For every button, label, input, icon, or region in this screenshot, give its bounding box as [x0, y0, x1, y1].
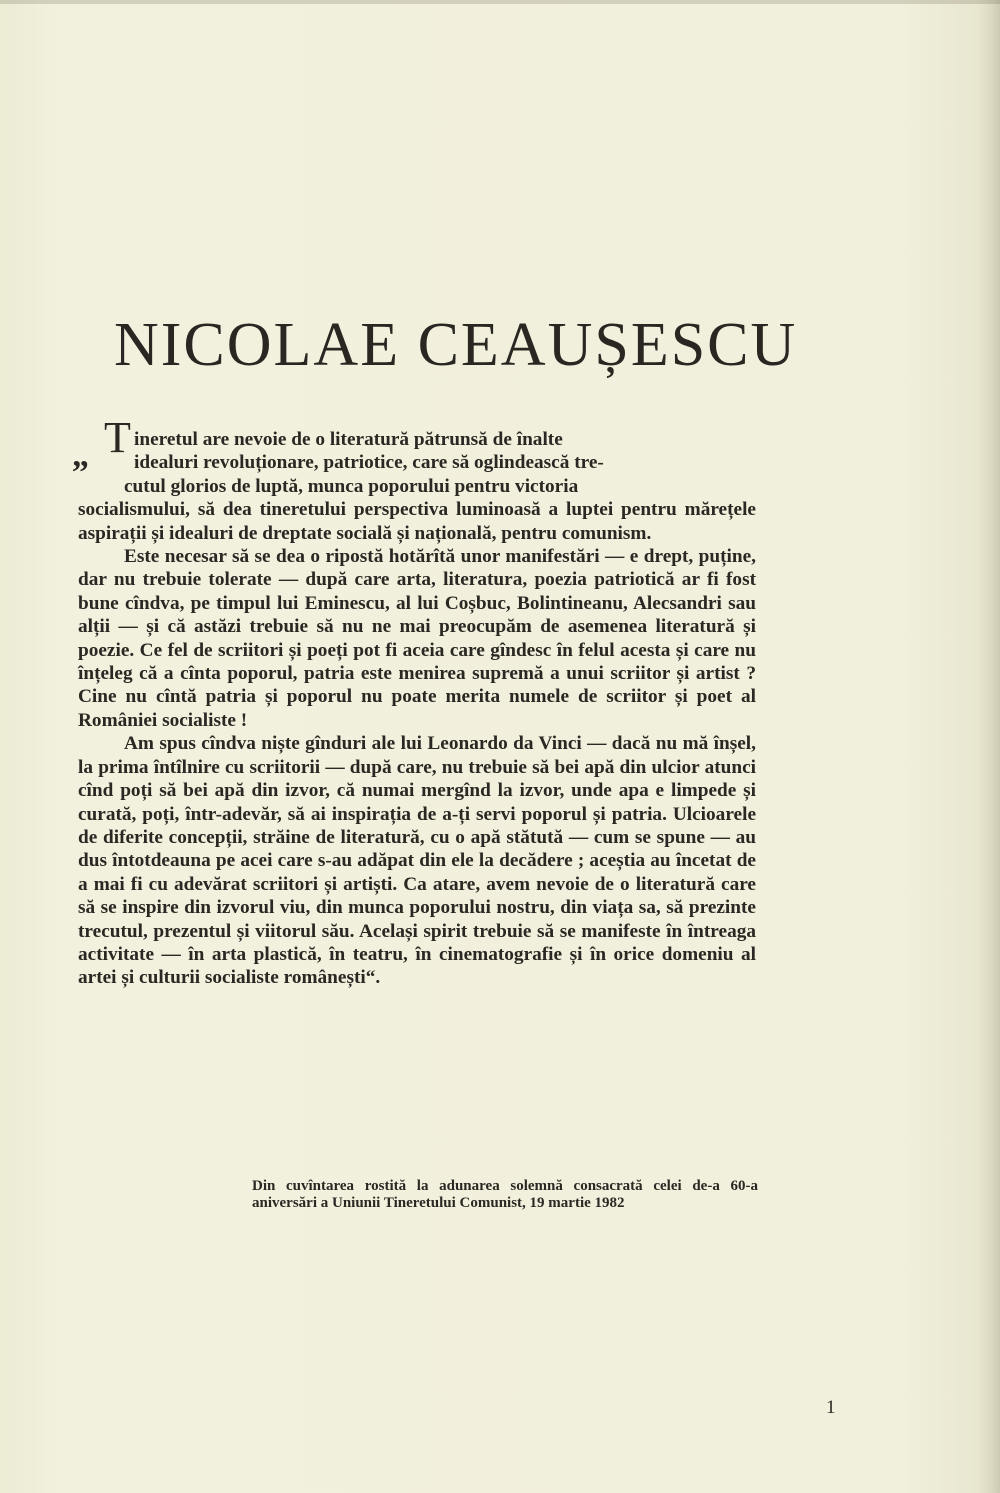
source-citation: Din cuvîntarea rostită la adunarea solemnă consacrată celei de-a 60-a aniversări a Uniunii Tineretului Comunist, 19 martie 1982	[252, 1178, 758, 1211]
paragraph-1	[78, 428, 756, 545]
opening-quote-mark: „	[72, 437, 89, 474]
paragraph-1-rest: socialismului, să dea tineretului perspectiva luminoasă a luptei pentru mărețele aspirații și idealuri de dreptate socială și națională, pentru comunism.	[78, 499, 756, 544]
page-top-edge	[0, 0, 1000, 4]
page-number: 1	[826, 1397, 836, 1418]
author-title: NICOLAE CEAUȘESCU	[114, 311, 798, 379]
paragraph-1-line-3: cutul glorios de luptă, munca poporului pentru victoria	[124, 475, 579, 497]
drop-cap-letter: T	[104, 413, 131, 462]
quote-body	[78, 428, 756, 990]
page-right-edge-shadow	[978, 0, 1000, 1493]
paragraph-2: Este necesar să se dea o ripostă hotărîtă unor manifestări — e drept, puține, dar nu trebuie tolerate — după care arta, literatura, poezia patriotică ar fi fost bune cîndva, pe timpul lui Eminescu, al lui Coșbuc, Bolintineanu, Alecsandri sau alții — și că astăzi trebuie să nu ne mai preocupăm de asemenea literatură și poezie. Ce fel de scriitori și poeți pot fi aceia care gîndesc în felul acesta și care nu înțeleg că a cînta poporul, patria este menirea supremă a unui scriitor și artist ? Cine nu cîntă patria și poporul nu poate merita numele de scriitor și poet al României socialiste !	[78, 546, 756, 731]
paragraph-1-line-1: ineretul are nevoie de o literatură pătrunsă de înalte	[134, 429, 563, 450]
paragraph-1-line-2: idealuri revoluționare, patriotice, care să oglindească tre-	[134, 452, 604, 474]
paragraph-3: Am spus cîndva niște gînduri ale lui Leonardo da Vinci — dacă nu mă înșel, la prima întîlnire cu scriitorii — după care, nu trebuie să bei apă din ulcior atunci cînd poți să bei apă din izvor, că numai mergînd la izvor, unde apa e limpede și curată, poți, într-adevăr, să ai inspirația de a-ți servi poporul și patria. Ulcioarele de diferite concepții, străine de literatură, cu o apă stătută — cum se spune — au dus întotdeauna pe acei care s-au adăpat din ele la decădere ; aceștia au încetat de a mai fi cu adevărat scriitori și artiști. Ca atare, avem nevoie de o literatură care să se inspire din izvorul viu, din munca poporului nostru, din viața sa, să prezinte trecutul, prezentul și viitorul său. Același spirit trebuie să se manifeste în întreaga activitate — în arta plastică, în teatru, în cinematografie și în orice domeniu al artei și culturii socialiste românești“.	[78, 733, 756, 989]
